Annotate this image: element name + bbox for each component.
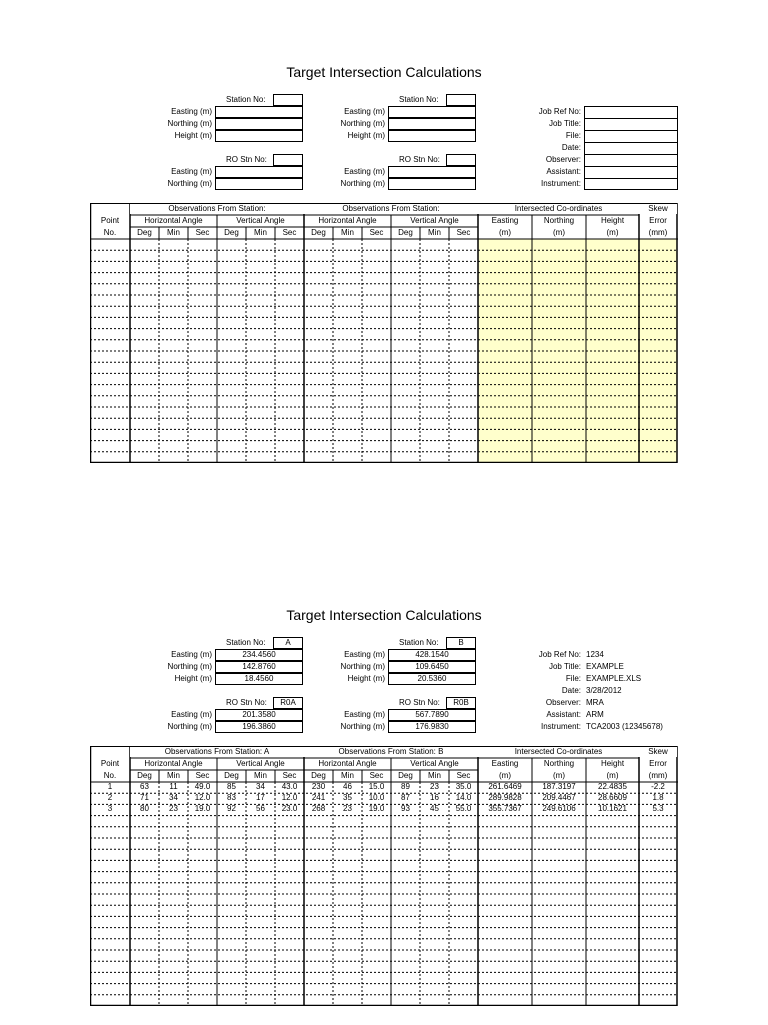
- northing-label: Northing (m): [167, 662, 212, 671]
- table-cell[interactable]: 11: [169, 782, 178, 791]
- assistant-label: Assistant:: [546, 167, 581, 176]
- station-b-easting-field[interactable]: 428.1540: [388, 649, 476, 661]
- station-b-easting-field[interactable]: [388, 106, 476, 118]
- ro-stn-no-label: RO Stn No:: [226, 155, 267, 164]
- table-cell[interactable]: 71: [140, 793, 149, 803]
- skew-header: Skew: [639, 204, 677, 214]
- station-a-height-field[interactable]: [215, 130, 303, 142]
- no-header: No.: [103, 771, 117, 780]
- station-a-ro-northing-field[interactable]: 196.3860: [215, 721, 303, 733]
- table-cell[interactable]: 249.6106: [542, 804, 576, 814]
- height-label: Height (m): [174, 131, 212, 140]
- northing-label: Northing (m): [340, 722, 385, 731]
- station-b-ro-northing-field[interactable]: 176.9830: [388, 721, 476, 733]
- height-header: Height: [600, 759, 625, 768]
- table-cell[interactable]: 23: [343, 804, 352, 814]
- page-title: Target Intersection Calculations: [286, 64, 482, 80]
- table-cell[interactable]: 19.0: [194, 804, 211, 814]
- point-header: Point: [100, 759, 120, 768]
- sec-header: Sec: [282, 771, 297, 780]
- table-cell[interactable]: 10.0: [368, 793, 385, 803]
- station-a-ro-easting-field[interactable]: 201.3580: [215, 709, 303, 721]
- sec-header: Sec: [369, 228, 384, 237]
- min-header: Min: [341, 228, 354, 237]
- northing-header: Northing: [543, 216, 575, 225]
- table-cell[interactable]: 55.0: [455, 804, 472, 814]
- table-cell[interactable]: 85: [227, 782, 236, 791]
- northing-label: Northing (m): [167, 119, 212, 128]
- ro-stn-no-label: RO Stn No:: [399, 155, 440, 164]
- station-b-no-field[interactable]: [446, 94, 476, 106]
- station-a-no-field[interactable]: [273, 94, 303, 106]
- station-no-label: Station No:: [226, 638, 266, 647]
- table-cell[interactable]: 261.6469: [488, 782, 522, 791]
- vertical-angle-header: Vertical Angle: [236, 216, 285, 225]
- station-a-northing-field[interactable]: [215, 118, 303, 130]
- table-cell[interactable]: 83: [227, 793, 236, 803]
- instrument-value[interactable]: TCA2003 (12345678): [586, 722, 663, 731]
- instrument-label: Instrument:: [540, 179, 581, 188]
- min-header: Min: [254, 228, 267, 237]
- station-a-ro-easting-field[interactable]: [215, 166, 303, 178]
- table-cell[interactable]: 17: [256, 793, 265, 803]
- unit-header: (m): [499, 771, 511, 780]
- station-a-ro-no-field[interactable]: R0A: [273, 697, 303, 709]
- table-cell[interactable]: 22.4835: [598, 782, 627, 791]
- obs-from-station-a-header: Observations From Station: A: [130, 747, 304, 757]
- easting-label: Easting (m): [344, 710, 385, 719]
- table-cell[interactable]: 89: [401, 782, 410, 791]
- table-cell[interactable]: 63: [140, 782, 149, 791]
- station-no-label: Station No:: [226, 95, 266, 104]
- table-cell[interactable]: 23.0: [281, 804, 298, 814]
- easting-label: Easting (m): [171, 650, 212, 659]
- table-cell[interactable]: 23: [430, 782, 439, 791]
- deg-header: Deg: [311, 771, 326, 780]
- sec-header: Sec: [456, 771, 471, 780]
- station-a-easting-field[interactable]: [215, 106, 303, 118]
- northing-label: Northing (m): [340, 662, 385, 671]
- table-cell[interactable]: 14.0: [455, 793, 472, 803]
- ro-stn-no-label: RO Stn No:: [399, 698, 440, 707]
- easting-label: Easting (m): [171, 167, 212, 176]
- file-label: File:: [565, 674, 581, 683]
- date-value[interactable]: 3/28/2012: [586, 686, 622, 695]
- sec-header: Sec: [195, 771, 210, 780]
- error-header: Error: [649, 216, 667, 225]
- table-cell[interactable]: 209.4467: [542, 793, 576, 803]
- table-cell[interactable]: 3: [107, 804, 113, 814]
- unit-header: (m): [606, 228, 619, 237]
- station-no-label: Station No:: [399, 95, 439, 104]
- sec-header: Sec: [195, 228, 210, 237]
- station-b-northing-field[interactable]: 109.6450: [388, 661, 476, 673]
- job-ref-no-label: Job Ref No:: [538, 650, 581, 659]
- observer-label: Observer:: [545, 698, 581, 707]
- northing-label: Northing (m): [167, 179, 212, 188]
- table-cell[interactable]: 289.9828: [488, 793, 522, 803]
- easting-header: Easting: [491, 759, 519, 768]
- height-header: Height: [600, 216, 625, 225]
- date-label: Date:: [561, 143, 581, 152]
- table-cell[interactable]: 56: [256, 804, 265, 814]
- vertical-angle-header: Vertical Angle: [236, 759, 285, 768]
- deg-header: Deg: [137, 228, 152, 237]
- job-title-value[interactable]: EXAMPLE: [586, 662, 624, 671]
- instrument-label: Instrument:: [540, 722, 581, 731]
- ro-stn-no-label: RO Stn No:: [226, 698, 267, 707]
- station-b-height-field[interactable]: 20.5360: [388, 673, 476, 685]
- deg-header: Deg: [311, 228, 326, 237]
- file-label: File:: [565, 131, 581, 140]
- sec-header: Sec: [456, 228, 471, 237]
- min-header: Min: [167, 228, 180, 237]
- job-title-label: Job Title:: [548, 119, 581, 128]
- height-label: Height (m): [347, 674, 385, 683]
- table-cell[interactable]: 268: [311, 804, 326, 814]
- page-title: Target Intersection Calculations: [286, 607, 482, 623]
- table-cell[interactable]: 1: [107, 782, 113, 791]
- height-label: Height (m): [174, 674, 212, 683]
- station-b-ro-northing-field[interactable]: [388, 178, 476, 190]
- assistant-value[interactable]: ARM: [586, 710, 604, 719]
- deg-header: Deg: [224, 228, 239, 237]
- min-header: Min: [167, 771, 180, 780]
- horizontal-angle-header: Horizontal Angle: [318, 759, 377, 768]
- table-cell[interactable]: 34: [256, 782, 265, 791]
- deg-header: Deg: [398, 228, 413, 237]
- unit-header: (m): [553, 228, 565, 237]
- table-cell[interactable]: 43.0: [281, 782, 298, 791]
- easting-label: Easting (m): [344, 650, 385, 659]
- min-header: Min: [428, 771, 441, 780]
- horizontal-angle-header: Horizontal Angle: [318, 216, 377, 225]
- table-cell[interactable]: 92: [227, 804, 236, 814]
- vertical-angle-header: Vertical Angle: [410, 216, 459, 225]
- blank-form-sheet: [0, 62, 768, 482]
- vertical-angle-header: Vertical Angle: [410, 759, 459, 768]
- horizontal-angle-header: Horizontal Angle: [144, 759, 203, 768]
- observation-table: [90, 746, 678, 1006]
- table-cell[interactable]: 93: [401, 804, 410, 814]
- easting-label: Easting (m): [344, 167, 385, 176]
- horizontal-angle-header: Horizontal Angle: [144, 216, 203, 225]
- table-cell[interactable]: 187.3197: [542, 782, 576, 791]
- northing-label: Northing (m): [167, 722, 212, 731]
- table-cell[interactable]: 10.1621: [598, 804, 627, 814]
- easting-label: Easting (m): [171, 710, 212, 719]
- job-ref-no-value[interactable]: 1234: [586, 650, 604, 659]
- table-cell[interactable]: 87: [401, 793, 410, 803]
- observation-table: [90, 203, 678, 463]
- easting-label: Easting (m): [171, 107, 212, 116]
- file-value[interactable]: EXAMPLE.XLS: [586, 674, 642, 683]
- table-cell[interactable]: 34: [169, 793, 178, 803]
- station-b-ro-easting-field[interactable]: 567.7890: [388, 709, 476, 721]
- station-b-northing-field[interactable]: [388, 118, 476, 130]
- northing-label: Northing (m): [340, 179, 385, 188]
- deg-header: Deg: [137, 771, 152, 780]
- station-no-label: Station No:: [399, 638, 439, 647]
- station-a-no-field[interactable]: A: [273, 637, 303, 649]
- table-cell[interactable]: 12.0: [194, 793, 211, 803]
- obs-from-station-a-header: Observations From Station:: [130, 204, 304, 214]
- observer-value[interactable]: MRA: [586, 698, 604, 707]
- date-label: Date:: [561, 686, 581, 695]
- job-ref-no-label: Job Ref No:: [538, 107, 581, 116]
- table-cell[interactable]: 5.3: [652, 804, 664, 814]
- point-header: Point: [100, 216, 120, 225]
- example-form-sheet: [0, 605, 768, 1025]
- table-cell[interactable]: 28.6609: [598, 793, 627, 803]
- table-cell[interactable]: 15.0: [368, 782, 385, 791]
- station-b-ro-easting-field[interactable]: [388, 166, 476, 178]
- job-info-fields[interactable]: [584, 106, 678, 190]
- obs-from-station-b-header: Observations From Station:: [304, 204, 478, 214]
- deg-header: Deg: [398, 771, 413, 780]
- table-cell[interactable]: 80: [140, 804, 149, 814]
- job-title-label: Job Title:: [548, 662, 581, 671]
- table-cell[interactable]: 12.0: [281, 793, 298, 803]
- table-cell[interactable]: 35: [343, 793, 352, 803]
- table-cell[interactable]: 23: [169, 804, 178, 814]
- station-b-ro-no-field[interactable]: [446, 154, 476, 166]
- table-cell[interactable]: 19.0: [368, 804, 385, 814]
- northing-label: Northing (m): [340, 119, 385, 128]
- table-cell[interactable]: 230: [311, 782, 326, 791]
- no-header: No.: [103, 228, 117, 237]
- intersected-header: Intersected Co-ordinates: [478, 747, 639, 757]
- station-a-easting-field[interactable]: 234.4560: [215, 649, 303, 661]
- table-cell[interactable]: 355.7367: [488, 804, 522, 814]
- station-b-no-field[interactable]: B: [446, 637, 476, 649]
- station-b-height-field[interactable]: [388, 130, 476, 142]
- sec-header: Sec: [369, 771, 384, 780]
- assistant-label: Assistant:: [546, 710, 581, 719]
- easting-label: Easting (m): [344, 107, 385, 116]
- station-a-ro-no-field[interactable]: [273, 154, 303, 166]
- table-cell[interactable]: 1.8: [652, 793, 664, 803]
- table-cell[interactable]: -2.2: [651, 782, 665, 791]
- min-header: Min: [341, 771, 354, 780]
- unit-header: (m): [606, 771, 619, 780]
- station-a-ro-northing-field[interactable]: [215, 178, 303, 190]
- northing-header: Northing: [543, 759, 575, 768]
- unit-header: (mm): [648, 228, 668, 237]
- table-cell[interactable]: 16: [430, 793, 439, 803]
- station-b-ro-no-field[interactable]: R0B: [446, 697, 476, 709]
- table-cell[interactable]: 45: [430, 804, 439, 814]
- unit-header: (mm): [648, 771, 668, 780]
- table-cell[interactable]: 2: [107, 793, 113, 803]
- table-grid-lines: [90, 203, 678, 463]
- unit-header: (m): [499, 228, 511, 237]
- observer-label: Observer:: [545, 155, 581, 164]
- intersected-header: Intersected Co-ordinates: [478, 204, 639, 214]
- unit-header: (m): [553, 771, 565, 780]
- error-header: Error: [649, 759, 667, 768]
- sec-header: Sec: [282, 228, 297, 237]
- table-cell[interactable]: 46: [343, 782, 352, 791]
- min-header: Min: [428, 228, 441, 237]
- min-header: Min: [254, 771, 267, 780]
- station-a-northing-field[interactable]: 142.8760: [215, 661, 303, 673]
- easting-header: Easting: [491, 216, 519, 225]
- obs-from-station-b-header: Observations From Station: B: [304, 747, 478, 757]
- height-label: Height (m): [347, 131, 385, 140]
- table-cell[interactable]: 49.0: [194, 782, 211, 791]
- station-a-height-field[interactable]: 18.4560: [215, 673, 303, 685]
- deg-header: Deg: [224, 771, 239, 780]
- table-cell[interactable]: 241: [311, 793, 326, 803]
- skew-header: Skew: [639, 747, 677, 757]
- table-cell[interactable]: 35.0: [455, 782, 472, 791]
